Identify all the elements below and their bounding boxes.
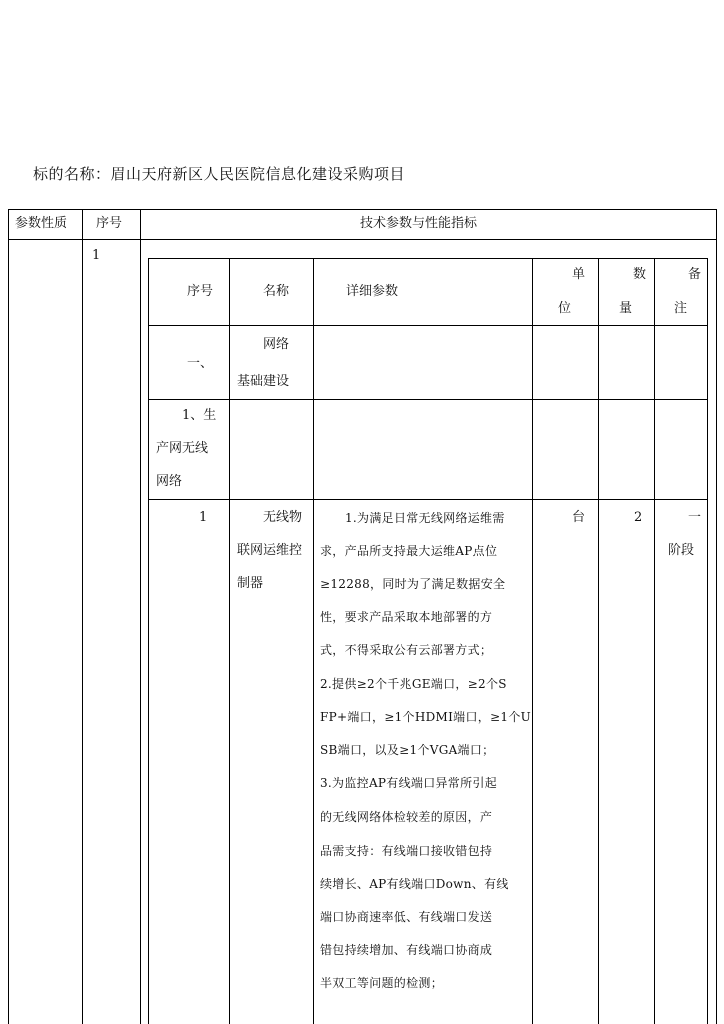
- detail-line: 式，不得采取公有云部署方式；: [320, 643, 493, 657]
- detail-line: 求，产品所支持最大运维AP点位: [320, 544, 498, 558]
- item-qty: 2: [634, 510, 643, 525]
- inner-header-qty: 量: [619, 301, 633, 316]
- detail-line: 端口协商速率低、有线端口发送: [320, 910, 493, 924]
- item-seq: 1: [199, 510, 208, 525]
- project-title: 标的名称：眉山天府新区人民医院信息化建设采购项目: [33, 165, 406, 183]
- detail-line: 的无线网络体检较差的原因，产: [320, 810, 493, 824]
- item-name: 无线物: [263, 510, 303, 525]
- item-name: 制器: [237, 576, 264, 591]
- section-name: 基础建设: [237, 374, 290, 389]
- item-remark: 一: [688, 510, 702, 525]
- detail-line: ≥12288，同时为了满足数据安全: [320, 577, 506, 591]
- detail-line: 2.提供≥2个千兆GE端口，≥2个S: [320, 677, 507, 691]
- header-seq: 序号: [96, 216, 123, 231]
- inner-header-remark: 注: [674, 301, 688, 316]
- inner-header-detail: 详细参数: [346, 284, 399, 299]
- item-name: 联网运维控: [237, 543, 303, 558]
- inner-header-qty: 数: [633, 267, 647, 282]
- detail-line: 半双工等问题的检测；: [320, 976, 444, 990]
- section-seq: 一、: [187, 356, 214, 371]
- section-name: 网络: [263, 337, 290, 352]
- outer-row-seq: 1: [92, 248, 101, 263]
- detail-line: 错包持续增加、有线端口协商成: [320, 943, 493, 957]
- item-remark: 阶段: [668, 543, 695, 558]
- header-param-nature: 参数性质: [15, 216, 68, 231]
- header-tech-params: 技术参数与性能指标: [360, 216, 478, 231]
- inner-header-unit: 位: [558, 301, 572, 316]
- inner-header-remark: 备: [688, 267, 702, 282]
- subsection-label: 1、生: [182, 408, 217, 423]
- subsection-label: 网络: [156, 474, 183, 489]
- inner-header-unit: 单: [572, 267, 586, 282]
- detail-line: 3.为监控AP有线端口异常所引起: [320, 776, 497, 790]
- inner-header-name: 名称: [263, 284, 290, 299]
- inner-header-seq: 序号: [187, 284, 214, 299]
- detail-line: SB端口，以及≥1个VGA端口；: [320, 743, 495, 757]
- detail-line: 性，要求产品采取本地部署的方: [320, 610, 493, 624]
- detail-line: 品需支持：有线端口接收错包持: [320, 844, 493, 858]
- detail-line: FP+端口，≥1个HDMI端口，≥1个U: [320, 710, 532, 724]
- item-unit: 台: [572, 510, 586, 525]
- detail-line: 1.为满足日常无线网络运维需: [345, 511, 505, 525]
- subsection-label: 产网无线: [156, 441, 209, 456]
- detail-line: 续增长、AP有线端口Down、有线: [320, 877, 509, 891]
